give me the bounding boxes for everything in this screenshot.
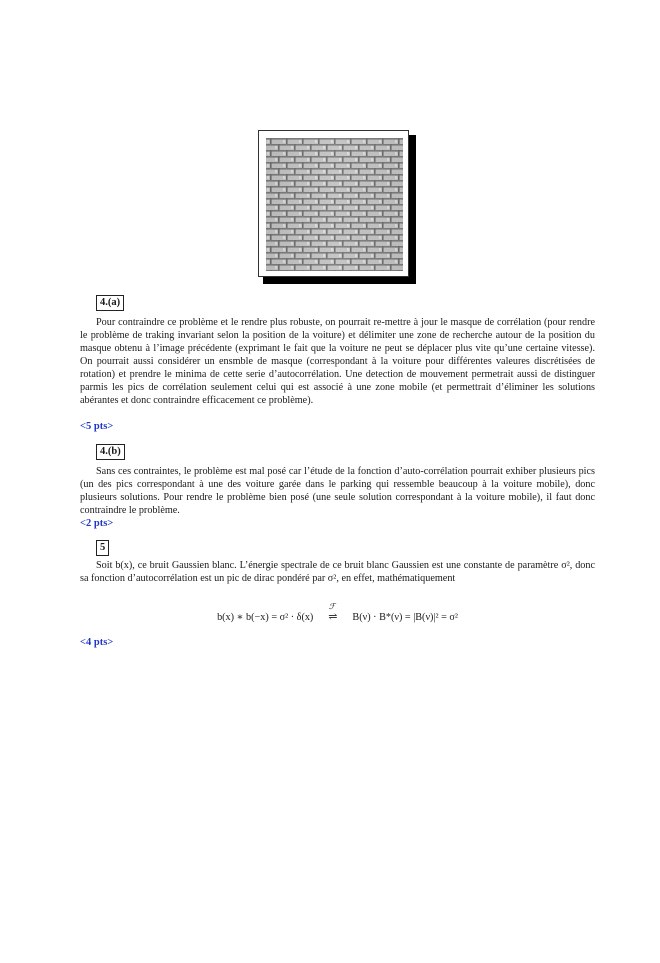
figure (258, 130, 418, 286)
paragraph-5: Soit b(x), ce bruit Gaussien blanc. L’énergie spectrale de ce bruit blanc Gaussien est une constante de paramètre σ², donc sa fonction d’autocorrélation est un pic de dirac pondéré par σ², en effet, mathématiquement (80, 560, 595, 585)
equivalence-arrow-icon: ⇌ (328, 611, 338, 623)
fourier-arrow (326, 602, 340, 625)
equation-right: B(ν) · B*(ν) = |B(ν)|² = σ² (352, 612, 458, 623)
paragraph-4b: Sans ces contraintes, le problème est mal posé car l’étude de la fonction d’auto-corrélation pourrait exhiber plusieurs pics (un des pics correspondant à une des voiture garée dans le parking qui ressemble beaucoup à la voiture mobile), donc plusieurs solutions. Pour rendre le problème bien posé (une seule solution correspondant à la voiture mobile), il faut donc contraindre le problème. (80, 466, 595, 517)
equation-left: b(x) ∗ b(−x) = σ² · δ(x) (217, 612, 314, 623)
section-label-4b: 4.(b) (96, 444, 125, 460)
fourier-symbol: ℱ (328, 602, 336, 611)
equation (80, 602, 595, 625)
points-4a: <5 pts> (80, 421, 114, 432)
points-4b: <2 pts> (80, 518, 114, 529)
points-5: <4 pts> (80, 637, 114, 648)
section-label-4a: 4.(a) (96, 295, 124, 311)
brick-wall-texture-image (266, 138, 403, 271)
paragraph-4a: Pour contraindre ce problème et le rendre plus robuste, on pourrait re-mettre à jour le masque de corrélation (pour rendre le problème de traking invariant selon la position de la voiture) et délimiter une zone de recherche autour de la position du masque obtenu à l’image précédente (exprimant le fait que la voiture ne peut se déplacer plus vite qu’une certaine vitesse). On pourrait aussi considérer un ensmble de masque (correspondant à la voiture pour différentes valeures discrétisées de rotation) et prendre le minima de cette serie d’autocorrélation. Une detection de mouvement permetrait aussi de distinguer parmis les pics de corrélation seulement celui qui est associé à une zone mobile (et permettrait d’éliminer les solutions abérantes et donc contraindre efficacement ce problème). (80, 317, 595, 407)
section-label-5: 5 (96, 540, 109, 556)
figure-frame (258, 130, 409, 277)
